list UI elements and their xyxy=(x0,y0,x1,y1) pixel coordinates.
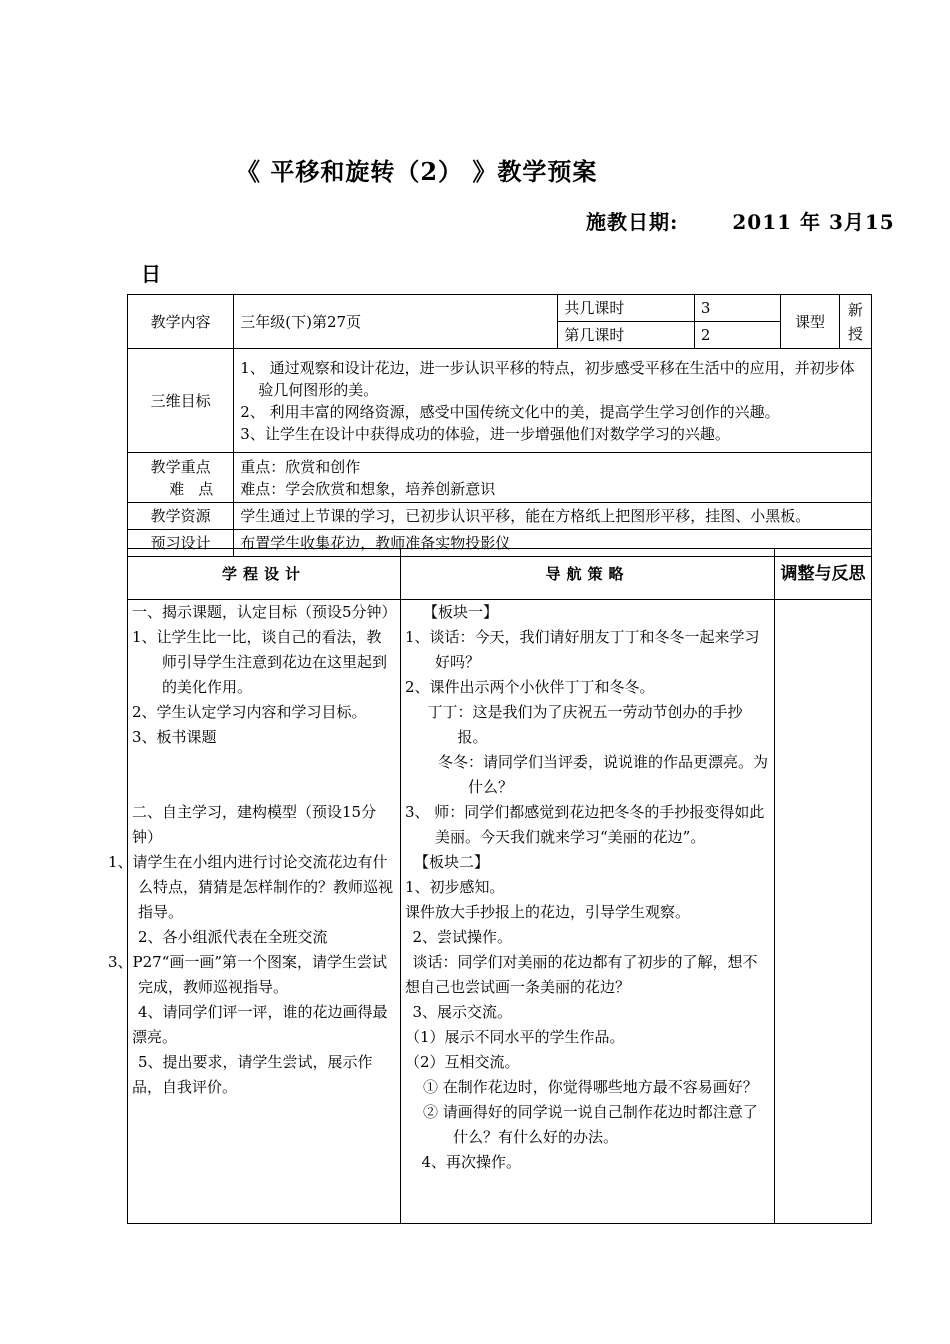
process-item: 5、提出要求，请学生尝试，展示作品，自我评价。 xyxy=(132,1053,373,1096)
resources-label: 教学资源 xyxy=(128,503,234,530)
lesson-info-table xyxy=(127,294,872,557)
goal-item: 1、 通过观察和设计花边，进一步认识平移的特点，初步感受平移在生活中的应用，并初步体验几何图形的美。 xyxy=(240,358,855,399)
preview-label: 预习设计 xyxy=(128,530,234,557)
total-periods-label: 共几课时 xyxy=(558,295,695,322)
focus-value: 重点：欣赏和创作 xyxy=(240,457,361,476)
strategy-item: 2、尝试操作。 xyxy=(412,928,513,946)
strategy-item: （1）展示不同水平的学生作品。 xyxy=(405,1028,625,1046)
lesson-type-value: 新授 xyxy=(839,295,871,349)
teaching-date xyxy=(586,206,895,235)
strategy-item: 3、展示交流。 xyxy=(412,1003,513,1021)
lesson-process-table xyxy=(108,548,872,1224)
strategy-item: 2、课件出示两个小伙伴丁丁和冬冬。 xyxy=(405,678,655,696)
goals-label: 三维目标 xyxy=(128,349,234,453)
date-label: 施教日期: xyxy=(586,210,679,234)
resources-value: 学生通过上节课的学习，已初步认识平移，能在方格纸上把图形平移，挂图、小黑板。 xyxy=(234,503,872,530)
current-period-label: 第几课时 xyxy=(558,322,695,349)
lesson-type-label: 课型 xyxy=(781,295,839,349)
strategy-item: ① 在制作花边时，你觉得哪些地方最不容易画好？ xyxy=(423,1078,758,1096)
current-period-value: 2 xyxy=(694,322,780,349)
strategy-item: 【板块二】 xyxy=(414,853,490,871)
date-day: 日 xyxy=(141,262,161,286)
learning-process-cell xyxy=(108,600,401,1224)
process-item: 1、让学生比一比，谈自己的看法，教师引导学生注意到花边在这里起到的美化作用。 xyxy=(132,628,388,696)
goals-cell xyxy=(234,349,872,453)
strategy-item: 丁丁：这是我们为了庆祝五一劳动节创办的手抄报。 xyxy=(427,703,743,746)
process-item: 二、自主学习，建构模型（预设15分钟） xyxy=(132,803,377,846)
strategy-item: 【板块一】 xyxy=(423,603,499,621)
preview-value: 布置学生收集花边，教师准备实物投影仪 xyxy=(234,530,872,557)
content-label: 教学内容 xyxy=(128,295,234,349)
process-item: 3、P27“画一画”第一个图案，请学生尝试完成，教师巡视指导。 xyxy=(108,953,388,996)
process-item: 2、各小组派代表在全班交流 xyxy=(138,928,328,946)
strategy-item: 4、再次操作。 xyxy=(421,1153,522,1171)
difficulty-value: 难点：学会欣赏和想象，培养创新意识 xyxy=(240,479,496,498)
strategy-item: 谈话：同学们对美丽的花边都有了初步的了解，想不想自己也尝试画一条美丽的花边？ xyxy=(405,953,758,996)
strategy-item: 1、谈话：今天，我们请好朋友丁丁和冬冬一起来学习好吗？ xyxy=(405,628,760,671)
process-item: 3、板书课题 xyxy=(132,728,217,746)
process-item: 一、揭示课题，认定目标（预设5分钟） xyxy=(132,603,397,621)
goal-item: 2、 利用丰富的网络资源，感受中国传统文化中的美，提高学生学习创作的兴趣。 xyxy=(240,402,780,421)
strategy-item: （2）互相交流。 xyxy=(405,1053,520,1071)
learning-process-header: 学程设计 xyxy=(128,549,401,600)
focus-label: 教学重点 xyxy=(150,457,211,476)
difficulty-label: 难点 xyxy=(169,479,228,498)
goal-item: 3、让学生在设计中获得成功的体验，进一步增强他们对数学学习的兴趣。 xyxy=(240,424,730,443)
guidance-strategy-header: 导航策略 xyxy=(401,549,775,600)
process-item: 1、请学生在小组内进行讨论交流花边有什么特点，猜猜是怎样制作的？教师巡视指导。 xyxy=(108,853,394,921)
date-value: 2011 年 3月15 xyxy=(732,210,895,234)
strategy-item: ② 请画得好的同学说一说自己制作花边时都注意了什么？有什么好的办法。 xyxy=(423,1103,758,1146)
reflection-cell xyxy=(775,600,872,1224)
process-item: 2、学生认定学习内容和学习目标。 xyxy=(132,703,367,721)
strategy-item: 冬冬：请同学们当评委，说说谁的作品更漂亮。为什么？ xyxy=(438,753,769,796)
guidance-strategy-cell xyxy=(401,600,775,1224)
focus-difficulty-label xyxy=(128,453,234,503)
content-value: 三年级(下)第27页 xyxy=(234,295,558,349)
document-title: 《 平移和旋转（2） 》教学预案 xyxy=(236,157,598,186)
focus-difficulty-cell xyxy=(234,453,872,503)
strategy-item: 课件放大手抄报上的花边，引导学生观察。 xyxy=(405,903,691,921)
strategy-item: 3、 师：同学们都感觉到花边把冬冬的手抄报变得如此美丽。今天我们就来学习“美丽的花边”。 xyxy=(405,803,765,846)
total-periods-value: 3 xyxy=(694,295,780,322)
strategy-item: 1、初步感知。 xyxy=(405,878,505,896)
process-item: 4、请同学们评一评，谁的花边画得最漂亮。 xyxy=(132,1003,388,1046)
reflection-header: 调整与反思 xyxy=(775,549,872,600)
